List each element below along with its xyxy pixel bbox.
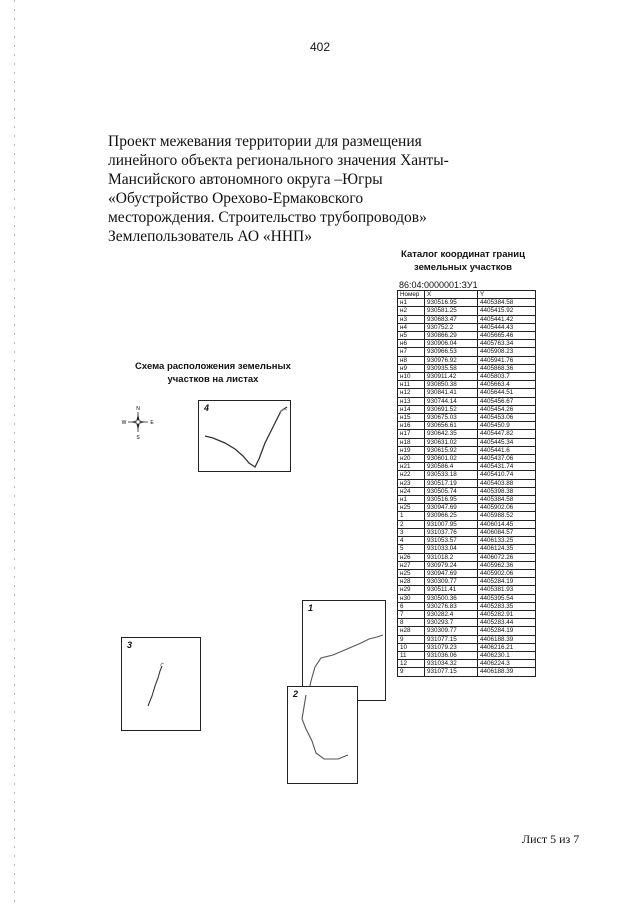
cell-y: 4405437.06: [478, 455, 536, 463]
cell-x: 931033.04: [425, 545, 478, 553]
table-row: [398, 537, 536, 545]
cell-x: 930675.03: [425, 414, 478, 422]
table-row: [398, 619, 536, 627]
compass-w: W: [121, 420, 127, 426]
cell-point-number: н26: [398, 553, 425, 561]
cell-x: 931077.15: [425, 635, 478, 643]
table-row: [398, 397, 536, 405]
table-row: [398, 635, 536, 643]
cell-x: 931034.32: [425, 660, 478, 668]
cell-point-number: 9: [398, 635, 425, 643]
table-row: [398, 479, 536, 487]
title-line: Мансийского автономного округа –Югры: [108, 171, 383, 188]
table-row: [398, 520, 536, 528]
table-row: [398, 487, 536, 495]
cell-x: 931053.57: [425, 537, 478, 545]
cell-x: 930511.41: [425, 586, 478, 594]
coordinates-table: [397, 290, 536, 677]
table-row: [398, 455, 536, 463]
table-row: [398, 627, 536, 635]
cell-y: 4406124.35: [478, 545, 536, 553]
catalog-heading-line: земельных участков: [413, 262, 512, 273]
table-row: [398, 405, 536, 413]
cell-point-number: н27: [398, 561, 425, 569]
sheet-frame-3: [121, 637, 201, 731]
cell-point-number: н1: [398, 299, 425, 307]
table-row: [398, 643, 536, 651]
cell-point-number: 3: [398, 528, 425, 536]
title-line: Землепользователь АО «ННП»: [108, 228, 312, 245]
compass-e: E: [150, 420, 154, 426]
cell-y: 4406224.3: [478, 660, 536, 668]
table-row: [398, 348, 536, 356]
cell-point-number: н14: [398, 405, 425, 413]
cell-point-number: н30: [398, 594, 425, 602]
cell-y: 4405283.44: [478, 619, 536, 627]
cell-x: 930516.95: [425, 496, 478, 504]
sheet-label-1: 1: [308, 603, 314, 613]
cell-y: 4405384.58: [478, 496, 536, 504]
cell-point-number: н5: [398, 332, 425, 340]
cell-y: 4405988.52: [478, 512, 536, 520]
cell-y: 4405441.42: [478, 315, 536, 323]
title-line: линейного объекта регионального значения Ханты-: [108, 152, 449, 169]
cell-y: 4405398.38: [478, 487, 536, 495]
parcel-cadastral-id: 86:04:0000001:ЗУ1: [399, 280, 478, 290]
cell-y: 4405763.34: [478, 340, 536, 348]
table-row: [398, 389, 536, 397]
cell-x: 930293.7: [425, 619, 478, 627]
cell-x: 930500.36: [425, 594, 478, 602]
table-row: [398, 356, 536, 364]
title-line: месторождения. Строительство трубопроводов»: [108, 209, 427, 226]
cell-point-number: 2: [398, 520, 425, 528]
sheet-frame-4: [198, 400, 291, 472]
cell-y: 4406216.21: [478, 643, 536, 651]
cell-x: 930947.69: [425, 504, 478, 512]
cell-y: 4406133.25: [478, 537, 536, 545]
cell-x: 931018.2: [425, 553, 478, 561]
cell-y: 4405283.35: [478, 602, 536, 610]
cell-x: 930505.74: [425, 487, 478, 495]
title-line: «Обустройство Орехово-Ермаковского: [108, 190, 364, 207]
compass-rose-icon: [120, 404, 156, 440]
table-row: [398, 528, 536, 536]
sheet-label-2: 2: [293, 689, 299, 699]
sheet-2-route-drawing: [288, 687, 357, 783]
cell-x: 930656.61: [425, 422, 478, 430]
cell-point-number: 4: [398, 537, 425, 545]
cell-x: 930601.02: [425, 455, 478, 463]
column-header-y: Y: [478, 291, 536, 299]
cell-point-number: 6: [398, 602, 425, 610]
table-row: [398, 299, 536, 307]
table-row: [398, 594, 536, 602]
cell-point-number: н21: [398, 463, 425, 471]
cell-x: 930911.42: [425, 373, 478, 381]
table-row: [398, 463, 536, 471]
cell-x: 930581.25: [425, 307, 478, 315]
cell-y: 4405384.58: [478, 299, 536, 307]
cell-x: 931036.06: [425, 651, 478, 659]
cell-y: 4405663.4: [478, 381, 536, 389]
column-header-number: Номер: [398, 291, 425, 299]
cell-x: 930866.29: [425, 332, 478, 340]
cell-point-number: н2: [398, 307, 425, 315]
scheme-heading-line: Схема расположения земельных: [135, 361, 291, 372]
cell-y: 4405445.34: [478, 438, 536, 446]
cell-point-number: 5: [398, 545, 425, 553]
cell-y: 4405456.67: [478, 397, 536, 405]
table-row: [398, 586, 536, 594]
cell-point-number: 10: [398, 643, 425, 651]
cell-y: 4405282.91: [478, 610, 536, 618]
table-row: [398, 307, 536, 315]
sheet-3-route-drawing: [122, 638, 200, 730]
cell-x: 930586.4: [425, 463, 478, 471]
cell-point-number: 1: [398, 512, 425, 520]
table-row: [398, 602, 536, 610]
cell-y: 4405403.88: [478, 479, 536, 487]
sheet-4-route-drawing: [199, 401, 290, 471]
cell-x: 930282.4: [425, 610, 478, 618]
cell-point-number: 12: [398, 660, 425, 668]
cell-point-number: н16: [398, 422, 425, 430]
table-row: [398, 381, 536, 389]
cell-y: 4406188.39: [478, 668, 536, 676]
cell-y: 4405284.19: [478, 578, 536, 586]
cell-y: 4405454.26: [478, 405, 536, 413]
cell-x: 930276.83: [425, 602, 478, 610]
cell-x: 930615.92: [425, 446, 478, 454]
sheet-label-4: 4: [204, 403, 210, 413]
cell-y: 4405441.6: [478, 446, 536, 454]
cell-point-number: 11: [398, 651, 425, 659]
cell-y: 4406230.1: [478, 651, 536, 659]
cell-y: 4405868.36: [478, 364, 536, 372]
sheet-frame-2: [287, 686, 358, 784]
cell-x: 930309.77: [425, 578, 478, 586]
catalog-heading: [388, 248, 538, 274]
table-row: [398, 496, 536, 504]
cell-x: 930642.35: [425, 430, 478, 438]
cell-x: 931037.76: [425, 528, 478, 536]
cell-x: 930309.77: [425, 627, 478, 635]
cell-point-number: н29: [398, 586, 425, 594]
table-row: [398, 651, 536, 659]
project-title: [108, 132, 468, 246]
table-row: [398, 430, 536, 438]
cell-point-number: н23: [398, 479, 425, 487]
cell-y: 4405941.76: [478, 356, 536, 364]
cell-x: 931079.23: [425, 643, 478, 651]
table-row: [398, 668, 536, 676]
cell-point-number: н25: [398, 504, 425, 512]
cell-point-number: н15: [398, 414, 425, 422]
cell-point-number: 9: [398, 668, 425, 676]
cell-point-number: н11: [398, 381, 425, 389]
cell-point-number: н8: [398, 356, 425, 364]
cell-x: 930850.38: [425, 381, 478, 389]
cell-y: 4405447.82: [478, 430, 536, 438]
table-row: [398, 561, 536, 569]
cell-x: 930979.24: [425, 561, 478, 569]
table-row: [398, 332, 536, 340]
table-row: [398, 446, 536, 454]
compass-n: N: [136, 406, 140, 412]
cell-y: 4406084.57: [478, 528, 536, 536]
table-row: [398, 569, 536, 577]
cell-y: 4405644.51: [478, 389, 536, 397]
cell-point-number: н19: [398, 446, 425, 454]
table-row: [398, 471, 536, 479]
table-row: [398, 578, 536, 586]
table-row: [398, 660, 536, 668]
cell-x: 930752.2: [425, 323, 478, 331]
cell-y: 4406014.45: [478, 520, 536, 528]
cell-y: 4405415.92: [478, 307, 536, 315]
cell-y: 4405908.23: [478, 348, 536, 356]
sheet-label-3: 3: [127, 640, 133, 650]
cell-y: 4405902.06: [478, 504, 536, 512]
table-header-row: [398, 291, 536, 299]
cell-x: 930966.25: [425, 512, 478, 520]
cell-x: 930947.69: [425, 569, 478, 577]
cell-x: 930533.18: [425, 471, 478, 479]
cell-point-number: н3: [398, 315, 425, 323]
cell-y: 4405395.54: [478, 594, 536, 602]
cell-y: 4405453.06: [478, 414, 536, 422]
table-row: [398, 323, 536, 331]
table-row: [398, 315, 536, 323]
cell-x: 930516.95: [425, 299, 478, 307]
cell-point-number: н1: [398, 496, 425, 504]
table-row: [398, 438, 536, 446]
cell-point-number: н17: [398, 430, 425, 438]
binding-margin-line: [14, 0, 15, 905]
cell-y: 4405803.7: [478, 373, 536, 381]
cell-point-number: н4: [398, 323, 425, 331]
cell-point-number: н10: [398, 373, 425, 381]
table-row: [398, 545, 536, 553]
cell-x: 930744.14: [425, 397, 478, 405]
cell-y: 4405431.74: [478, 463, 536, 471]
cell-point-number: н25: [398, 569, 425, 577]
title-line: Проект межевания территории для размещения: [108, 133, 422, 150]
cell-point-number: н20: [398, 455, 425, 463]
cell-point-number: н18: [398, 438, 425, 446]
cell-point-number: н6: [398, 340, 425, 348]
cell-y: 4405444.43: [478, 323, 536, 331]
table-row: [398, 504, 536, 512]
scheme-heading-line: участков на листах: [167, 374, 259, 385]
cell-y: 4405284.19: [478, 627, 536, 635]
cell-x: 931077.15: [425, 668, 478, 676]
cell-point-number: н13: [398, 397, 425, 405]
cell-point-number: 8: [398, 619, 425, 627]
cell-point-number: 7: [398, 610, 425, 618]
cell-point-number: н24: [398, 487, 425, 495]
sheet-counter: Лист 5 из 7: [522, 832, 580, 846]
cell-x: 930691.52: [425, 405, 478, 413]
table-row: [398, 373, 536, 381]
table-row: [398, 422, 536, 430]
cell-point-number: н22: [398, 471, 425, 479]
cell-y: 4405902.06: [478, 569, 536, 577]
scheme-heading: [118, 360, 308, 386]
table-row: [398, 610, 536, 618]
cell-point-number: н9: [398, 364, 425, 372]
cell-point-number: н28: [398, 578, 425, 586]
table-row: [398, 364, 536, 372]
cell-point-number: н7: [398, 348, 425, 356]
page-number: 402: [309, 40, 331, 54]
cell-y: 4405381.93: [478, 586, 536, 594]
cell-y: 4405450.9: [478, 422, 536, 430]
table-row: [398, 512, 536, 520]
cell-x: 930976.92: [425, 356, 478, 364]
cell-y: 4405410.74: [478, 471, 536, 479]
cell-x: 930906.04: [425, 340, 478, 348]
compass-s: S: [136, 435, 140, 440]
table-row: [398, 553, 536, 561]
cell-x: 930631.02: [425, 438, 478, 446]
cell-x: 930935.58: [425, 364, 478, 372]
cell-y: 4405962.36: [478, 561, 536, 569]
cell-x: 931007.95: [425, 520, 478, 528]
table-row: [398, 340, 536, 348]
cell-x: 930683.47: [425, 315, 478, 323]
table-row: [398, 414, 536, 422]
cell-y: 4406072.26: [478, 553, 536, 561]
cell-x: 930966.53: [425, 348, 478, 356]
cell-point-number: н12: [398, 389, 425, 397]
column-header-x: X: [425, 291, 478, 299]
cell-y: 4405665.46: [478, 332, 536, 340]
cell-y: 4406188.39: [478, 635, 536, 643]
cell-point-number: н28: [398, 627, 425, 635]
cell-x: 930517.19: [425, 479, 478, 487]
cell-x: 930841.41: [425, 389, 478, 397]
coordinates-table-body: [398, 299, 536, 676]
catalog-heading-line: Каталог координат границ: [401, 249, 525, 260]
